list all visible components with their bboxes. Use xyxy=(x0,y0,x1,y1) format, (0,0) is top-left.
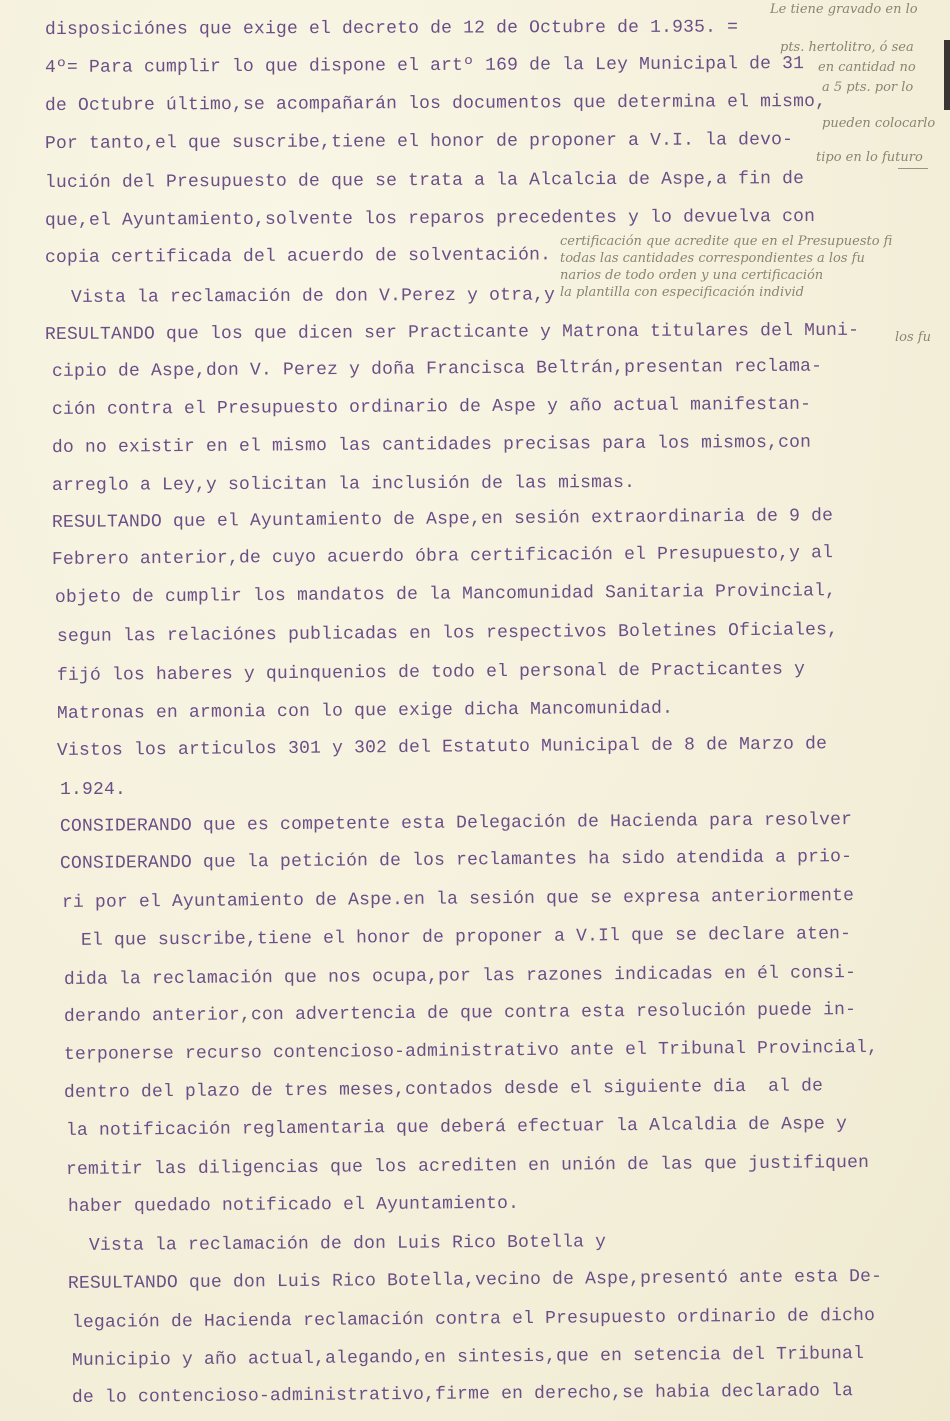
typed-line: dentro del plazo de tres meses,contados desde el siguiente dia al de xyxy=(63,1076,824,1103)
handwritten-annotation: pts. hertolitro, ó sea xyxy=(780,40,914,55)
typed-line: dida la reclamación que nos ocupa,por las razones indicadas en él consi- xyxy=(63,963,857,990)
typed-line: legación de Hacienda reclamación contra el Presupuesto ordinario de dicho xyxy=(71,1305,876,1333)
typed-line: Febrero anterior,de cuyo acuerdo óbra certificación el Presupuesto,y al xyxy=(51,543,834,570)
handwritten-annotation: Le tiene gravado en lo xyxy=(770,2,918,17)
handwritten-annotation: en cantidad no xyxy=(818,60,916,75)
typed-line: ción contra el Presupuesto ordinario de Aspe y año actual manifestan- xyxy=(51,394,812,420)
handwritten-annotation: a 5 pts. por lo xyxy=(822,80,914,95)
typed-line: remitir las diligencias que los acrediten en unión de las que justifiquen xyxy=(65,1152,870,1180)
typed-line: Vista la reclamación de don Luis Rico Botella y xyxy=(77,1232,607,1256)
typed-line: haber quedado notificado el Ayuntamiento. xyxy=(67,1193,520,1217)
typed-line: CONSIDERANDO que la petición de los reclamantes ha sido atendida a prio- xyxy=(59,847,853,874)
typed-line: Matronas en armonia con lo que exige dicha Mancomunidad. xyxy=(56,698,674,724)
typed-line: RESULTANDO que los que dicen ser Practicante y Matrona titulares del Muni- xyxy=(44,320,860,345)
handwritten-underline xyxy=(898,168,928,169)
typed-line: la notificación reglamentaria que deberá efectuar la Alcaldia de Aspe y xyxy=(65,1114,848,1141)
typed-line: copia certificada del acuerdo de solventación. xyxy=(44,245,552,268)
handwritten-annotation: narios de todo orden y una certificación xyxy=(560,268,824,283)
typed-line: 4º= Para cumplir lo que dispone el artº 169 de la Ley Municipal de 31 xyxy=(44,54,805,78)
typed-line: ri por el Ayuntamiento de Aspe.en la sesión que se expresa anteriormente xyxy=(61,886,855,913)
typed-line: RESULTANDO que el Ayuntamiento de Aspe,en sesión extraordinaria de 9 de xyxy=(51,506,834,533)
typed-line: terponerse recurso contencioso-administrativo ante el Tribunal Provincial, xyxy=(63,1037,879,1065)
typed-line: Vista la reclamación de don V.Perez y otra,y xyxy=(59,285,556,308)
handwritten-annotation: tipo en lo futuro xyxy=(816,150,923,165)
typed-line: fijó los haberes y quinquenios de todo el personal de Practicantes y xyxy=(56,659,806,686)
handwritten-annotation: todas las cantidades correspondientes a los fu xyxy=(560,251,865,266)
typed-line: que,el Ayuntamiento,solvente los reparos precedentes y lo devuelva con xyxy=(44,206,816,231)
typed-line: de lo contencioso-administrativo,firme en derecho,se habia declarado la xyxy=(71,1381,854,1408)
handwritten-annotation: la plantilla con especificación individ xyxy=(560,285,804,300)
typed-line: do no existir en el mismo las cantidades precisas para los mismos,con xyxy=(51,432,812,458)
typed-line: objeto de cumplir los mandatos de la Mancomunidad Sanitaria Provincial, xyxy=(54,581,837,608)
typed-line: Vistos los articulos 301 y 302 del Estatuto Municipal de 8 de Marzo de xyxy=(56,734,828,761)
typed-line: segun las relaciónes publicadas en los respectivos Boletines Oficiales, xyxy=(56,620,839,647)
page-edge-shadow xyxy=(944,40,950,110)
typed-line: derando anterior,con advertencia de que contra esta resolución puede in- xyxy=(63,1000,857,1027)
typed-line: lución del Presupuesto de que se trata a la Alcalcia de Aspe,a fin de xyxy=(44,169,805,193)
handwritten-annotation: los fu xyxy=(895,330,931,345)
handwritten-annotation: pueden colocarlo xyxy=(822,116,936,131)
typed-line: arreglo a Ley,y solicitan la inclusión de las mismas. xyxy=(51,472,636,496)
handwritten-annotation: certificación que acredite que en el Presupuesto fi xyxy=(560,234,893,249)
typed-line: de Octubre último,se acompañarán los documentos que determina el mismo, xyxy=(44,91,827,116)
typed-line: Municipio y año actual,alegando,en sintesis,que en setencia del Tribunal xyxy=(71,1344,865,1371)
typed-line: disposiciónes que exige el decreto de 12 de Octubre de 1.935. = xyxy=(44,17,739,40)
typed-line: El que suscribe,tiene el honor de proponer a V.Il que se declare aten- xyxy=(69,924,852,951)
typed-line: 1.924. xyxy=(60,780,127,800)
typed-line: RESULTANDO que don Luis Rico Botella,vecino de Aspe,presentó ante esta De- xyxy=(67,1266,883,1294)
typed-line: CONSIDERANDO que es competente esta Delegación de Hacienda para resolver xyxy=(59,810,853,837)
typed-line: cipio de Aspe,don V. Perez y doña Francisca Beltrán,presentan reclama- xyxy=(51,356,823,382)
typed-line: Por tanto,el que suscribe,tiene el honor de proponer a V.I. la devo- xyxy=(44,130,794,154)
